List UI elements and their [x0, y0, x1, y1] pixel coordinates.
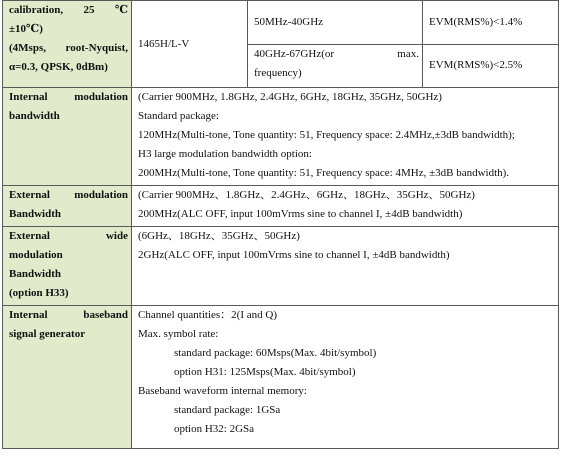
label-line: signal generator [9, 328, 86, 340]
label-line: α=0.3, QPSK, 0dBm) [9, 61, 108, 73]
spec-table [2, 0, 559, 449]
label-line: External wide [9, 230, 128, 242]
content-line: Baseband waveform internal memory: [138, 385, 307, 397]
label-line: bandwidth [9, 110, 60, 122]
label-line: modulation [9, 249, 63, 261]
label-line: Bandwidth [9, 268, 61, 280]
row-label-external-modulation [3, 186, 132, 227]
content-line: (Carrier 900MHz、1.8GHz、2.4GHz、6GHz、18GHz、35GHz、50GHz) [138, 189, 475, 201]
row-label-external-wide [3, 227, 132, 306]
label-line: (option H33) [9, 287, 69, 299]
label-line: Internal modulation [9, 91, 128, 103]
freq-cell [248, 44, 423, 88]
row-content [132, 186, 559, 227]
content-line: option H31: 125Msps(Max. 4bit/symbol) [174, 366, 356, 378]
label-line: ±10℃) [9, 23, 43, 35]
content-line: 120MHz(Multi-tone, Tone quantity: 51, Frequency space: 2.4MHz,±3dB bandwidth); [138, 129, 515, 141]
row-content [132, 306, 559, 449]
content-line: Standard package: [138, 110, 219, 122]
table-row [3, 1, 559, 45]
content-line: option H32: 2GSa [174, 423, 255, 435]
content-line: standard package: 1GSa [174, 404, 281, 416]
content-line: Max. symbol rate: [138, 328, 219, 340]
content-line: standard package: 60Msps(Max. 4bit/symbol) [174, 347, 377, 359]
content-line: 200MHz(ALC OFF, input 100mVrms sine to channel I, ±4dB bandwidth) [138, 208, 463, 220]
label-line: External modulation [9, 189, 128, 201]
table-row [3, 186, 559, 227]
content-line: 2GHz(ALC OFF, input 100mVrms sine to channel I, ±4dB bandwidth) [138, 249, 450, 261]
freq-range-cont: frequency) [254, 66, 302, 79]
evm-value: EVM(RMS%)<2.5% [429, 59, 523, 72]
row-label-internal-modulation [3, 88, 132, 186]
content-line: 200MHz(Multi-tone, Tone quantity: 51, Frequency space: 4MHz, ±3dB bandwidth). [138, 167, 510, 179]
label-line: (4Msps, root-Nyquist, [9, 42, 128, 54]
label-line: Internal baseband [9, 309, 128, 321]
content-line: H3 large modulation bandwidth option: [138, 148, 312, 160]
content-line: (Carrier 900MHz, 1.8GHz, 2.4GHz, 6GHz, 18GHz, 35GHz, 50GHz) [138, 91, 442, 103]
row-label-calibration [3, 1, 132, 88]
label-line: Bandwidth [9, 208, 61, 220]
freq-range: 50MHz-40GHz [254, 15, 324, 28]
freq-range: 40GHz-67GHz(or max. [254, 47, 419, 60]
label-line: calibration, 25 ℃ [9, 4, 128, 16]
evm-cell [423, 44, 559, 88]
table-row [3, 227, 559, 306]
freq-cell [248, 1, 423, 45]
row-content [132, 227, 559, 306]
model-name: 1465H/L-V [138, 37, 190, 50]
model-cell [132, 1, 248, 88]
table-row [3, 88, 559, 186]
content-line: Channel quantities：2(I and Q) [138, 309, 277, 321]
evm-value: EVM(RMS%)<1.4% [429, 15, 523, 28]
evm-cell [423, 1, 559, 45]
table-row [3, 306, 559, 449]
content-line: (6GHz、18GHz、35GHz、50GHz) [138, 230, 300, 242]
row-label-baseband [3, 306, 132, 449]
row-content [132, 88, 559, 186]
